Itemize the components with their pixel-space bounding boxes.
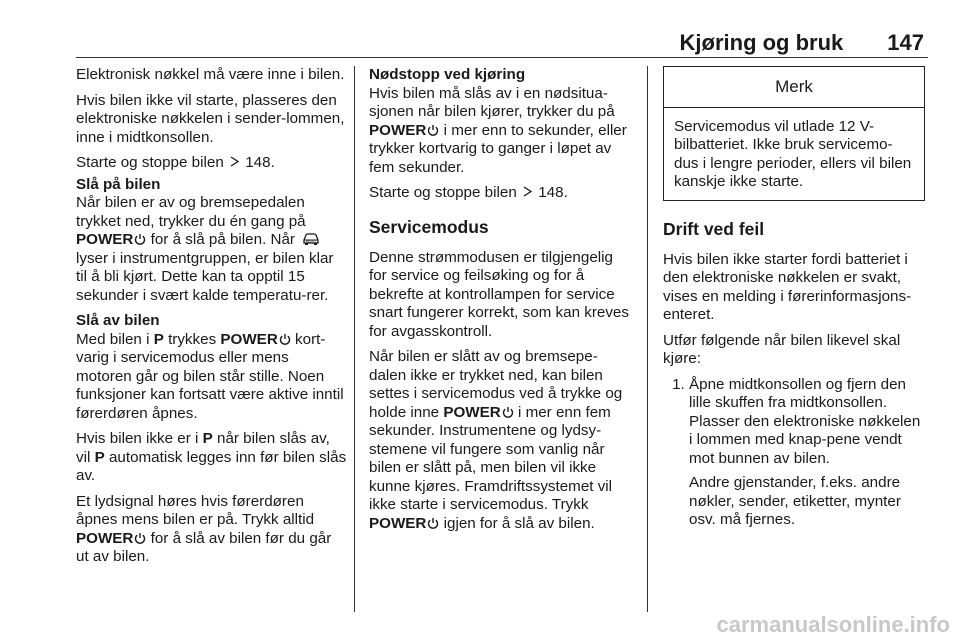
text: lyser i instrumentgruppen, er bilen klar til å bli kjørt. Dette kan ta opptil 15 sekunder i svært kalde temperatu-rer. [76, 249, 334, 304]
cross-ref-text: Starte og stoppe bilen [369, 184, 517, 201]
power-label: POWER [369, 121, 427, 139]
paragraph: Hvis bilen ikke vil starte, plasseres den elektroniske nøkkelen i sender-lommen, inne i midtkonsollen. [76, 91, 345, 146]
cross-ref-text: Starte og stoppe bilen [76, 154, 224, 171]
paragraph [369, 348, 631, 533]
text: når bilen slås av, vil [76, 430, 330, 466]
gear-label: P [153, 330, 164, 348]
section-heading: Servicemodus [369, 216, 489, 237]
note-body: Servicemodus vil utlade 12 V-bilbatteriet. Ikke bruk servicemo-dus i lengre perioder, ellers vil bilen kanskje ikke starte. [674, 117, 912, 190]
text: i mer enn to sekunder, eller trykker kortvarig to ganger i løpet av fem sekunder. [369, 121, 627, 176]
paragraph: Elektronisk nøkkel må være inne i bilen. [76, 66, 345, 83]
page-ref[interactable]: 148. [245, 154, 275, 171]
power-icon [502, 406, 514, 418]
list-item [689, 376, 925, 530]
paragraph [76, 154, 348, 173]
car-ready-icon [301, 231, 321, 247]
text: automatisk legges inn før bilen slås av. [76, 448, 347, 484]
list-item-text: Andre gjenstander, f.eks. andre nøkler, sender, etiketter, mynter osv. må fjernes. [689, 474, 901, 528]
column-divider [647, 66, 648, 612]
text: kort-varig i servicemodus eller mens motoren går og bilen står stille. Noen funksjoner kan fortsatt være aktive inntil førerdøren åpnes. [76, 330, 344, 422]
list-item-text: 1. Åpne midtkonsollen og fjern den lille skuffen fra midtkonsollen. Plasser den elektroniske nøkkelen i lommen med knap-pene vendt mot bunnen av bilen. [689, 375, 921, 467]
text: i mer enn fem sekunder. Instrumentene og lydsy-stemene vil fungere som vanlig når bilen er slått på, men bilen vil ikke kunne kjøres. Framdriftssystemet vil ikke starte i servicemodus. Trykk [369, 403, 613, 513]
svg-text:READY: READY [306, 239, 317, 244]
paragraph: Denne strømmodusen er tilgjengelig for service og feilsøking og for å bekrefte at kontrollampen for service snart fungerer korrekt, som kan kreves for avgasskontroll. [369, 248, 629, 340]
paragraph [76, 312, 348, 423]
text: Når bilen er slått av og bremsepe-dalen ikke er trykket ned, kan bilen settes i servicemodus ved å trykke og holde inne [369, 348, 623, 421]
paragraph: Utfør følgende når bilen likevel skal kjøre: [663, 331, 901, 367]
subheading: Slå på bilen [76, 175, 161, 193]
text: Hvis bilen ikke er i [76, 430, 199, 447]
paragraph: Hvis bilen ikke starter fordi batteriet i den elektroniske nøkkelen er svakt, vises en melding i førerinformasjons-enteret. [663, 250, 912, 323]
text: Et lydsignal høres hvis førerdøren åpnes mens bilen er på. Trykk alltid [76, 492, 315, 528]
subheading: Nødstopp ved kjøring [369, 66, 526, 83]
power-label: POWER [76, 231, 134, 248]
page-header [0, 22, 924, 56]
power-label: POWER [220, 330, 278, 348]
power-label: POWER [369, 514, 427, 532]
paragraph [76, 176, 348, 306]
column-3 [663, 66, 925, 536]
paragraph [369, 184, 631, 203]
steps-list [663, 376, 925, 530]
text: for å slå på bilen. Når [150, 231, 295, 248]
paragraph [369, 66, 631, 177]
power-icon [279, 333, 291, 345]
text: Hvis bilen må slås av i en nødsitua-sjonen når bilen kjører, trykker du på [369, 84, 615, 120]
text: igjen for å slå av bilen. [443, 514, 595, 532]
subheading: Slå av bilen [76, 312, 160, 329]
note-box [663, 66, 925, 201]
reference-arrow-icon [230, 156, 239, 167]
paragraph [76, 430, 348, 486]
page-number: 147 [887, 30, 924, 55]
column-2 [369, 66, 631, 540]
page-ref[interactable]: 148. [538, 184, 568, 201]
note-title: Merk [664, 67, 924, 108]
paragraph [76, 493, 348, 567]
text: trykkes [168, 330, 217, 348]
text: for å slå av bilen før du går ut av bilen. [76, 529, 332, 565]
power-icon [427, 517, 439, 529]
reference-arrow-icon [523, 186, 532, 197]
section-heading: Drift ved feil [663, 218, 765, 239]
header-rule [76, 57, 928, 58]
gear-label: P [94, 448, 105, 466]
text: Med bilen i [76, 330, 150, 348]
power-label: POWER [443, 403, 501, 421]
power-icon [134, 532, 146, 544]
power-label: POWER [76, 529, 134, 547]
power-icon [427, 124, 439, 136]
watermark: carmanualsonline.info [716, 612, 950, 637]
text: Når bilen er av og bremsepedalen trykket ned, trykker du én gang på [76, 194, 306, 230]
section-title: Kjøring og bruk [679, 30, 844, 55]
power-icon [134, 233, 146, 245]
column-divider [354, 66, 355, 612]
gear-label: P [202, 430, 213, 447]
column-1 [76, 66, 348, 574]
